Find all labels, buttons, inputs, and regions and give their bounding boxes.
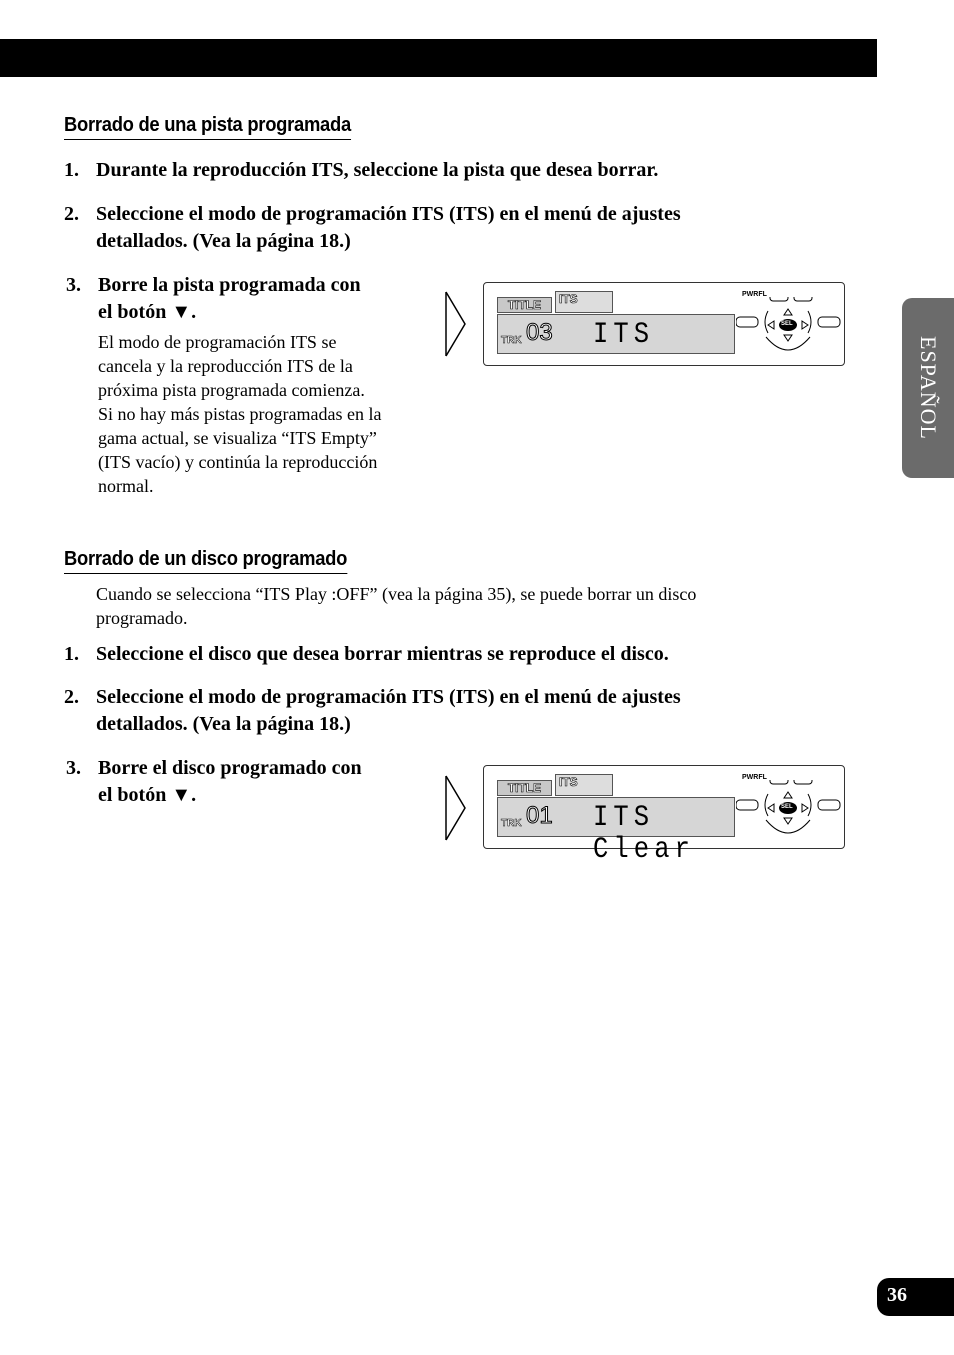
trk-label: TRK (501, 335, 522, 346)
display-screen (497, 797, 735, 867)
display-message: ITS (593, 318, 655, 352)
lcd-display-track (483, 282, 845, 366)
sel-label: SEL (781, 321, 793, 327)
control-pad-icon (736, 297, 842, 359)
pwrfl-label: PWRFL (742, 291, 767, 298)
display-message: ITS Clear (593, 801, 696, 867)
language-tab-label: ESPAÑOL (916, 336, 941, 440)
track-number: 01 (526, 802, 553, 829)
control-pad-icon (736, 780, 842, 842)
pwrfl-label: PWRFL (742, 774, 767, 781)
display-tab-its: ITS (555, 774, 613, 796)
header-bar (0, 39, 877, 77)
section-heading-track: Borrado de una pista programada (64, 113, 351, 140)
trk-label: TRK (501, 818, 522, 829)
page-number-badge (877, 1278, 954, 1316)
section-intro: Cuando se selecciona “ITS Play :OFF” (vea la página 35), se puede borrar un disco programado. (96, 584, 697, 628)
page-number: 36 (887, 1284, 907, 1306)
display-tab-title: TITLE (497, 780, 552, 796)
sel-label: SEL (781, 804, 793, 810)
display-tab-its: ITS (555, 291, 613, 313)
section-heading-disc: Borrado de un disco programado (64, 547, 347, 574)
track-number: 03 (526, 319, 553, 346)
display-tab-title: TITLE (497, 297, 552, 313)
pointer-arrow-icon (444, 290, 468, 358)
display-screen (497, 314, 735, 354)
lcd-display-disc (483, 765, 845, 867)
language-tab (902, 298, 954, 478)
pointer-arrow-icon (444, 774, 468, 842)
step-3-note: El modo de programación ITS se cancela y la reproducción ITS de la próxima pista programada comienza. Si no hay más pistas programadas en la gama actual, se visualiza “ITS Empty” (ITS vacío) y continúa la reproducción normal. (98, 332, 382, 496)
